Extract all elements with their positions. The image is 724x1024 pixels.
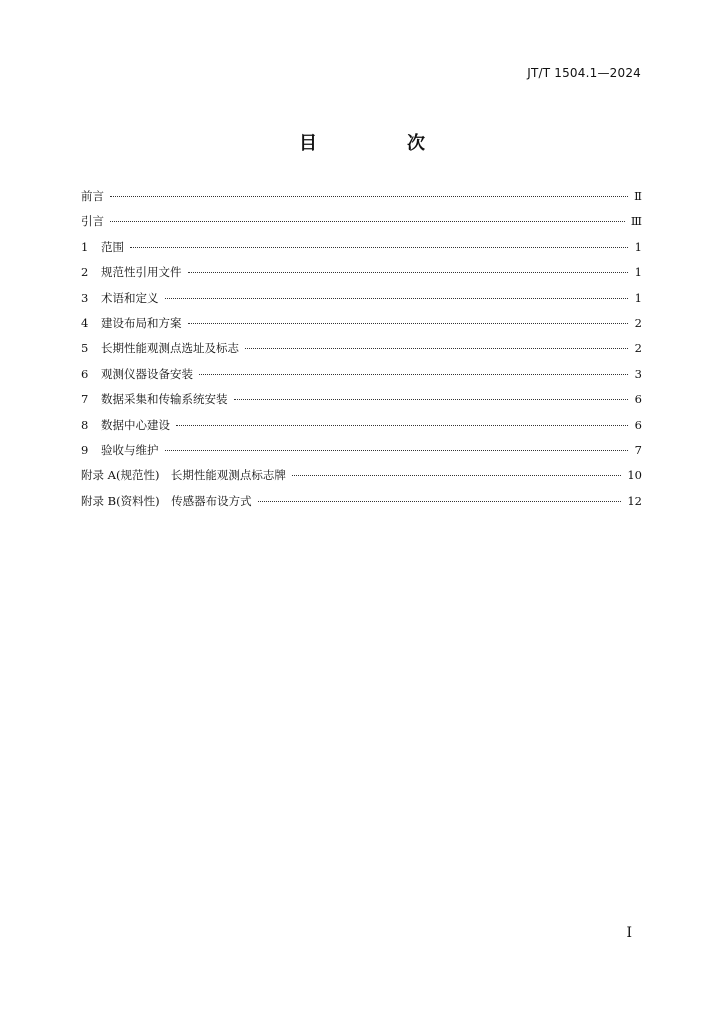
toc-dot-leader	[130, 247, 628, 248]
toc-entry[interactable]	[81, 467, 642, 492]
toc-entry-page: 6	[634, 417, 642, 432]
toc-entry-number: 8	[81, 417, 89, 432]
toc-entry-page: 3	[634, 366, 642, 381]
toc-entry-page: 1	[634, 265, 642, 280]
toc-entry[interactable]	[81, 391, 642, 416]
toc-entry-page: 6	[634, 392, 642, 407]
toc-entry-title: 附录 A(规范性) 长期性能观测点标志牌	[81, 468, 286, 483]
toc-entry-title: 观测仪器设备安装	[101, 366, 193, 381]
toc-dot-leader	[234, 399, 629, 400]
toc-dot-leader	[258, 501, 622, 502]
toc-entry[interactable]	[81, 188, 642, 213]
page-title: 目 次	[299, 133, 461, 154]
toc-entry-title: 引言	[81, 214, 104, 229]
toc-entry-number: 5	[81, 341, 89, 356]
table-of-contents	[81, 188, 642, 518]
toc-entry-number: 7	[81, 392, 89, 407]
toc-entry[interactable]	[81, 340, 642, 365]
toc-entry[interactable]	[81, 442, 642, 467]
toc-entry-page: 7	[634, 442, 642, 457]
toc-entry-page: 10	[627, 468, 642, 483]
toc-entry-page: Ⅱ	[634, 189, 642, 203]
toc-entry-number: 3	[81, 290, 89, 305]
toc-entry-title: 附录 B(资料性) 传感器布设方式	[81, 493, 252, 508]
toc-entry-number: 9	[81, 442, 89, 457]
toc-entry-page: 1	[634, 239, 642, 254]
toc-entry[interactable]	[81, 493, 642, 518]
toc-entry-page: 2	[634, 315, 642, 330]
toc-entry-title: 范围	[101, 239, 124, 254]
toc-entry[interactable]	[81, 366, 642, 391]
toc-entry-title: 长期性能观测点选址及标志	[101, 341, 239, 356]
toc-entry-page: 2	[634, 341, 642, 356]
toc-entry[interactable]	[81, 239, 642, 264]
toc-entry-page: Ⅲ	[630, 214, 642, 229]
toc-entry-title: 数据采集和传输系统安装	[101, 392, 228, 407]
toc-dot-leader	[188, 272, 629, 273]
toc-entry-page: 1	[634, 290, 642, 305]
toc-entry-number: 6	[81, 366, 89, 381]
toc-entry-title: 数据中心建设	[101, 417, 170, 432]
toc-entry-number: 4	[81, 315, 89, 330]
toc-dot-leader	[165, 450, 629, 451]
toc-entry-title: 验收与维护	[101, 442, 159, 457]
toc-entry-page: 12	[627, 493, 642, 508]
toc-entry[interactable]	[81, 315, 642, 340]
toc-entry-number: 2	[81, 265, 89, 280]
toc-entry[interactable]	[81, 213, 642, 238]
toc-dot-leader	[110, 221, 625, 222]
toc-dot-leader	[245, 348, 628, 349]
toc-entry-number: 1	[81, 239, 89, 254]
toc-dot-leader	[199, 374, 628, 375]
toc-entry-title: 前言	[81, 189, 104, 203]
toc-dot-leader	[188, 323, 629, 324]
toc-entry[interactable]	[81, 290, 642, 315]
toc-entry-title: 术语和定义	[101, 290, 159, 305]
toc-entry[interactable]	[81, 264, 642, 289]
toc-dot-leader	[176, 425, 628, 426]
toc-entry-title: 规范性引用文件	[101, 265, 182, 280]
toc-dot-leader	[165, 298, 629, 299]
page-number: Ⅰ	[626, 925, 632, 941]
toc-entry-title: 建设布局和方案	[101, 315, 182, 330]
toc-entry[interactable]	[81, 417, 642, 442]
document-code: JT/T 1504.1—2024	[527, 66, 641, 80]
toc-dot-leader	[292, 475, 621, 476]
toc-dot-leader	[110, 196, 628, 197]
